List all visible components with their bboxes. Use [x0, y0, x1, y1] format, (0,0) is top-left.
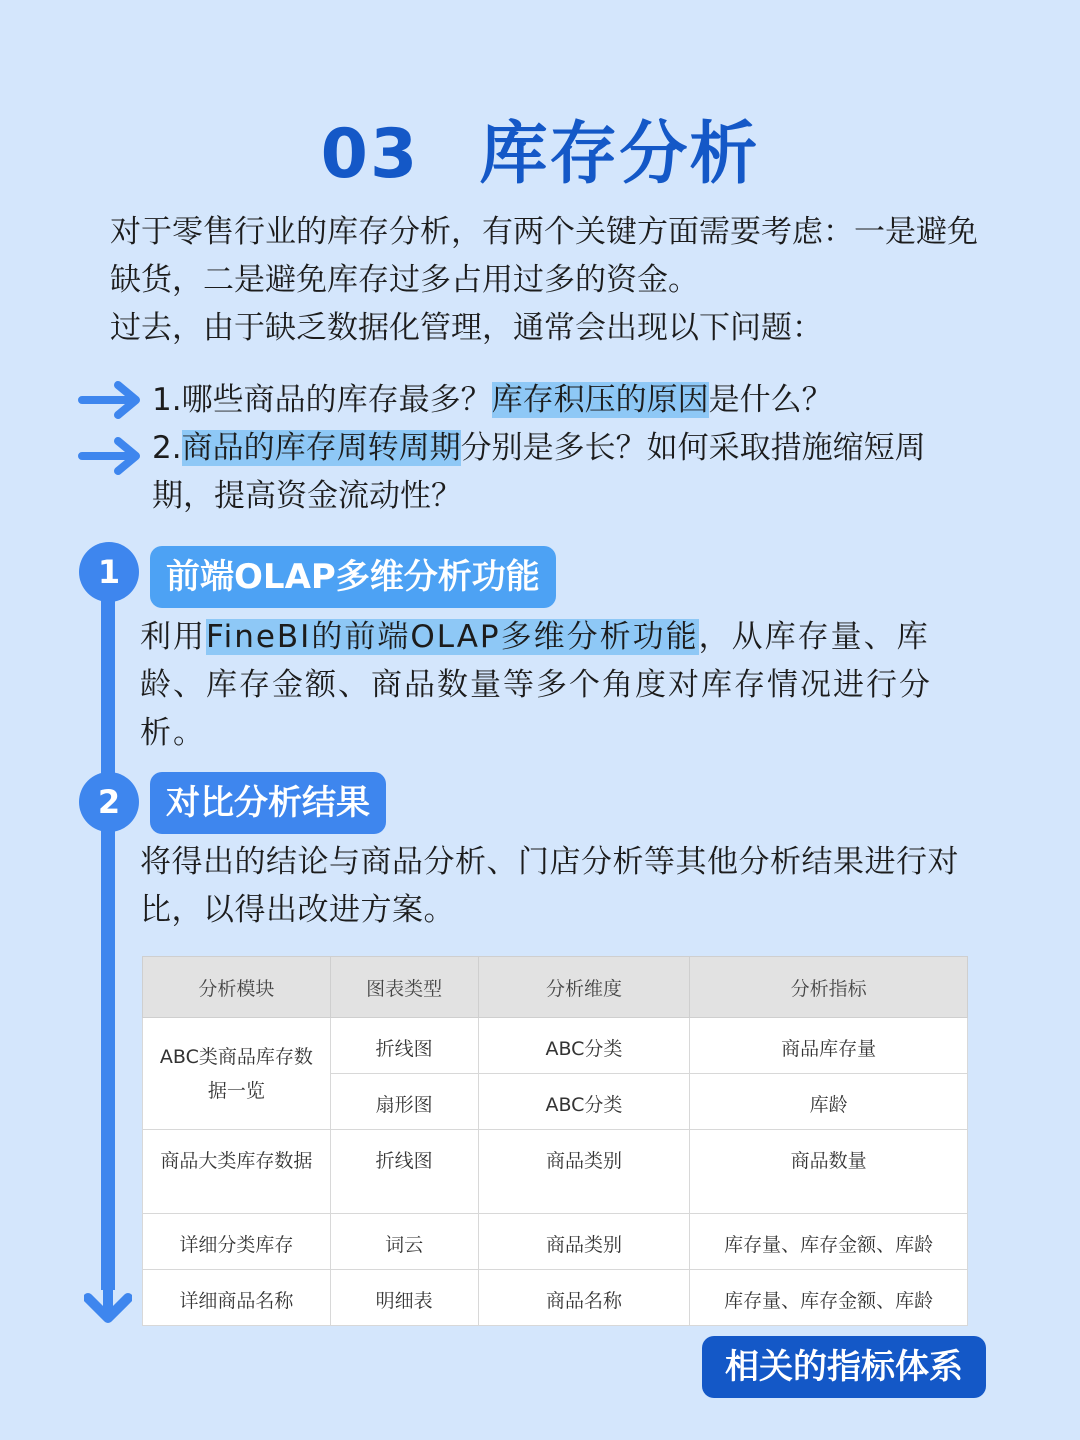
- section-1-text: [140, 613, 980, 757]
- section-1-heading: 前端OLAP多维分析功能: [150, 546, 556, 608]
- table-cell: 商品数量: [690, 1130, 968, 1214]
- table-header: 分析维度: [478, 957, 690, 1018]
- table-header: 图表类型: [330, 957, 478, 1018]
- table-cell: 明细表: [330, 1270, 478, 1326]
- table-cell: 库存量、库存金额、库龄: [690, 1214, 968, 1270]
- table-cell: 商品库存量: [690, 1018, 968, 1074]
- intro-paragraph-1: 对于零售行业的库存分析，有两个关键方面需要考虑：一是避免缺货，二是避免库存过多占用过多的资金。: [110, 214, 978, 298]
- analysis-table: [142, 956, 968, 1326]
- table-header-row: [143, 957, 968, 1018]
- question-1: [152, 376, 982, 424]
- table-cell: 商品大类库存数据: [143, 1130, 331, 1214]
- table-cell: ABC分类: [478, 1074, 690, 1130]
- table-cell: 详细商品名称: [143, 1270, 331, 1326]
- table-cell: 商品类别: [478, 1130, 690, 1214]
- question-1-highlight: 库存积压的原因: [491, 382, 709, 418]
- table-cell: 折线图: [330, 1018, 478, 1074]
- question-2: [152, 424, 982, 520]
- question-1-tail: 是什么？: [708, 382, 833, 418]
- section-1-highlight: FineBI的前端OLAP多维分析功能: [206, 619, 699, 655]
- table-cell: 详细分类库存: [143, 1214, 331, 1270]
- table-cell: 库存量、库存金额、库龄: [690, 1270, 968, 1326]
- section-2-heading: 对比分析结果: [150, 772, 386, 834]
- table-row: [143, 1018, 968, 1074]
- table-cell: 库龄: [690, 1074, 968, 1130]
- section-number: 03: [320, 115, 420, 194]
- table-header: 分析指标: [690, 957, 968, 1018]
- page-title: [0, 100, 1080, 197]
- table-cell: 商品名称: [478, 1270, 690, 1326]
- section-1-text-start: 利用: [140, 619, 206, 655]
- table-row: [143, 1270, 968, 1326]
- table-row: [143, 1130, 968, 1214]
- related-metrics-button[interactable]: 相关的指标体系: [702, 1336, 986, 1398]
- section-2-text: 将得出的结论与商品分析、门店分析等其他分析结果进行对比，以得出改进方案。: [140, 844, 959, 928]
- table-cell: ABC类商品库存数据一览: [143, 1018, 331, 1130]
- table-cell: 词云: [330, 1214, 478, 1270]
- timeline-line: [101, 590, 115, 1290]
- question-2-highlight: 商品的库存周转周期: [181, 430, 461, 466]
- table-cell: ABC分类: [478, 1018, 690, 1074]
- step-2-badge: 2: [79, 772, 139, 832]
- table-header: 分析模块: [143, 957, 331, 1018]
- table-row: [143, 1214, 968, 1270]
- intro-text: [110, 208, 990, 352]
- arrow-down-icon: [84, 1270, 132, 1324]
- section-1-text-end: ，从库存量、库龄、库存金额、商品数量等多个角度对库存情况进行分析。: [140, 619, 932, 751]
- question-1-text: 1.哪些商品的库存最多？: [152, 382, 492, 418]
- table-cell: 扇形图: [330, 1074, 478, 1130]
- intro-paragraph-2: 过去，由于缺乏数据化管理，通常会出现以下问题：: [110, 310, 823, 346]
- title-text: 库存分析: [479, 115, 760, 194]
- question-2-tail: 分别是多长？如何采取措施缩短周期，提高资金流动性？: [152, 430, 926, 514]
- arrow-right-icon: [78, 436, 144, 476]
- step-1-badge: 1: [79, 542, 139, 602]
- table-cell: 折线图: [330, 1130, 478, 1214]
- table-cell: 商品类别: [478, 1214, 690, 1270]
- arrow-right-icon: [78, 380, 144, 420]
- question-2-text: 2.: [152, 430, 182, 466]
